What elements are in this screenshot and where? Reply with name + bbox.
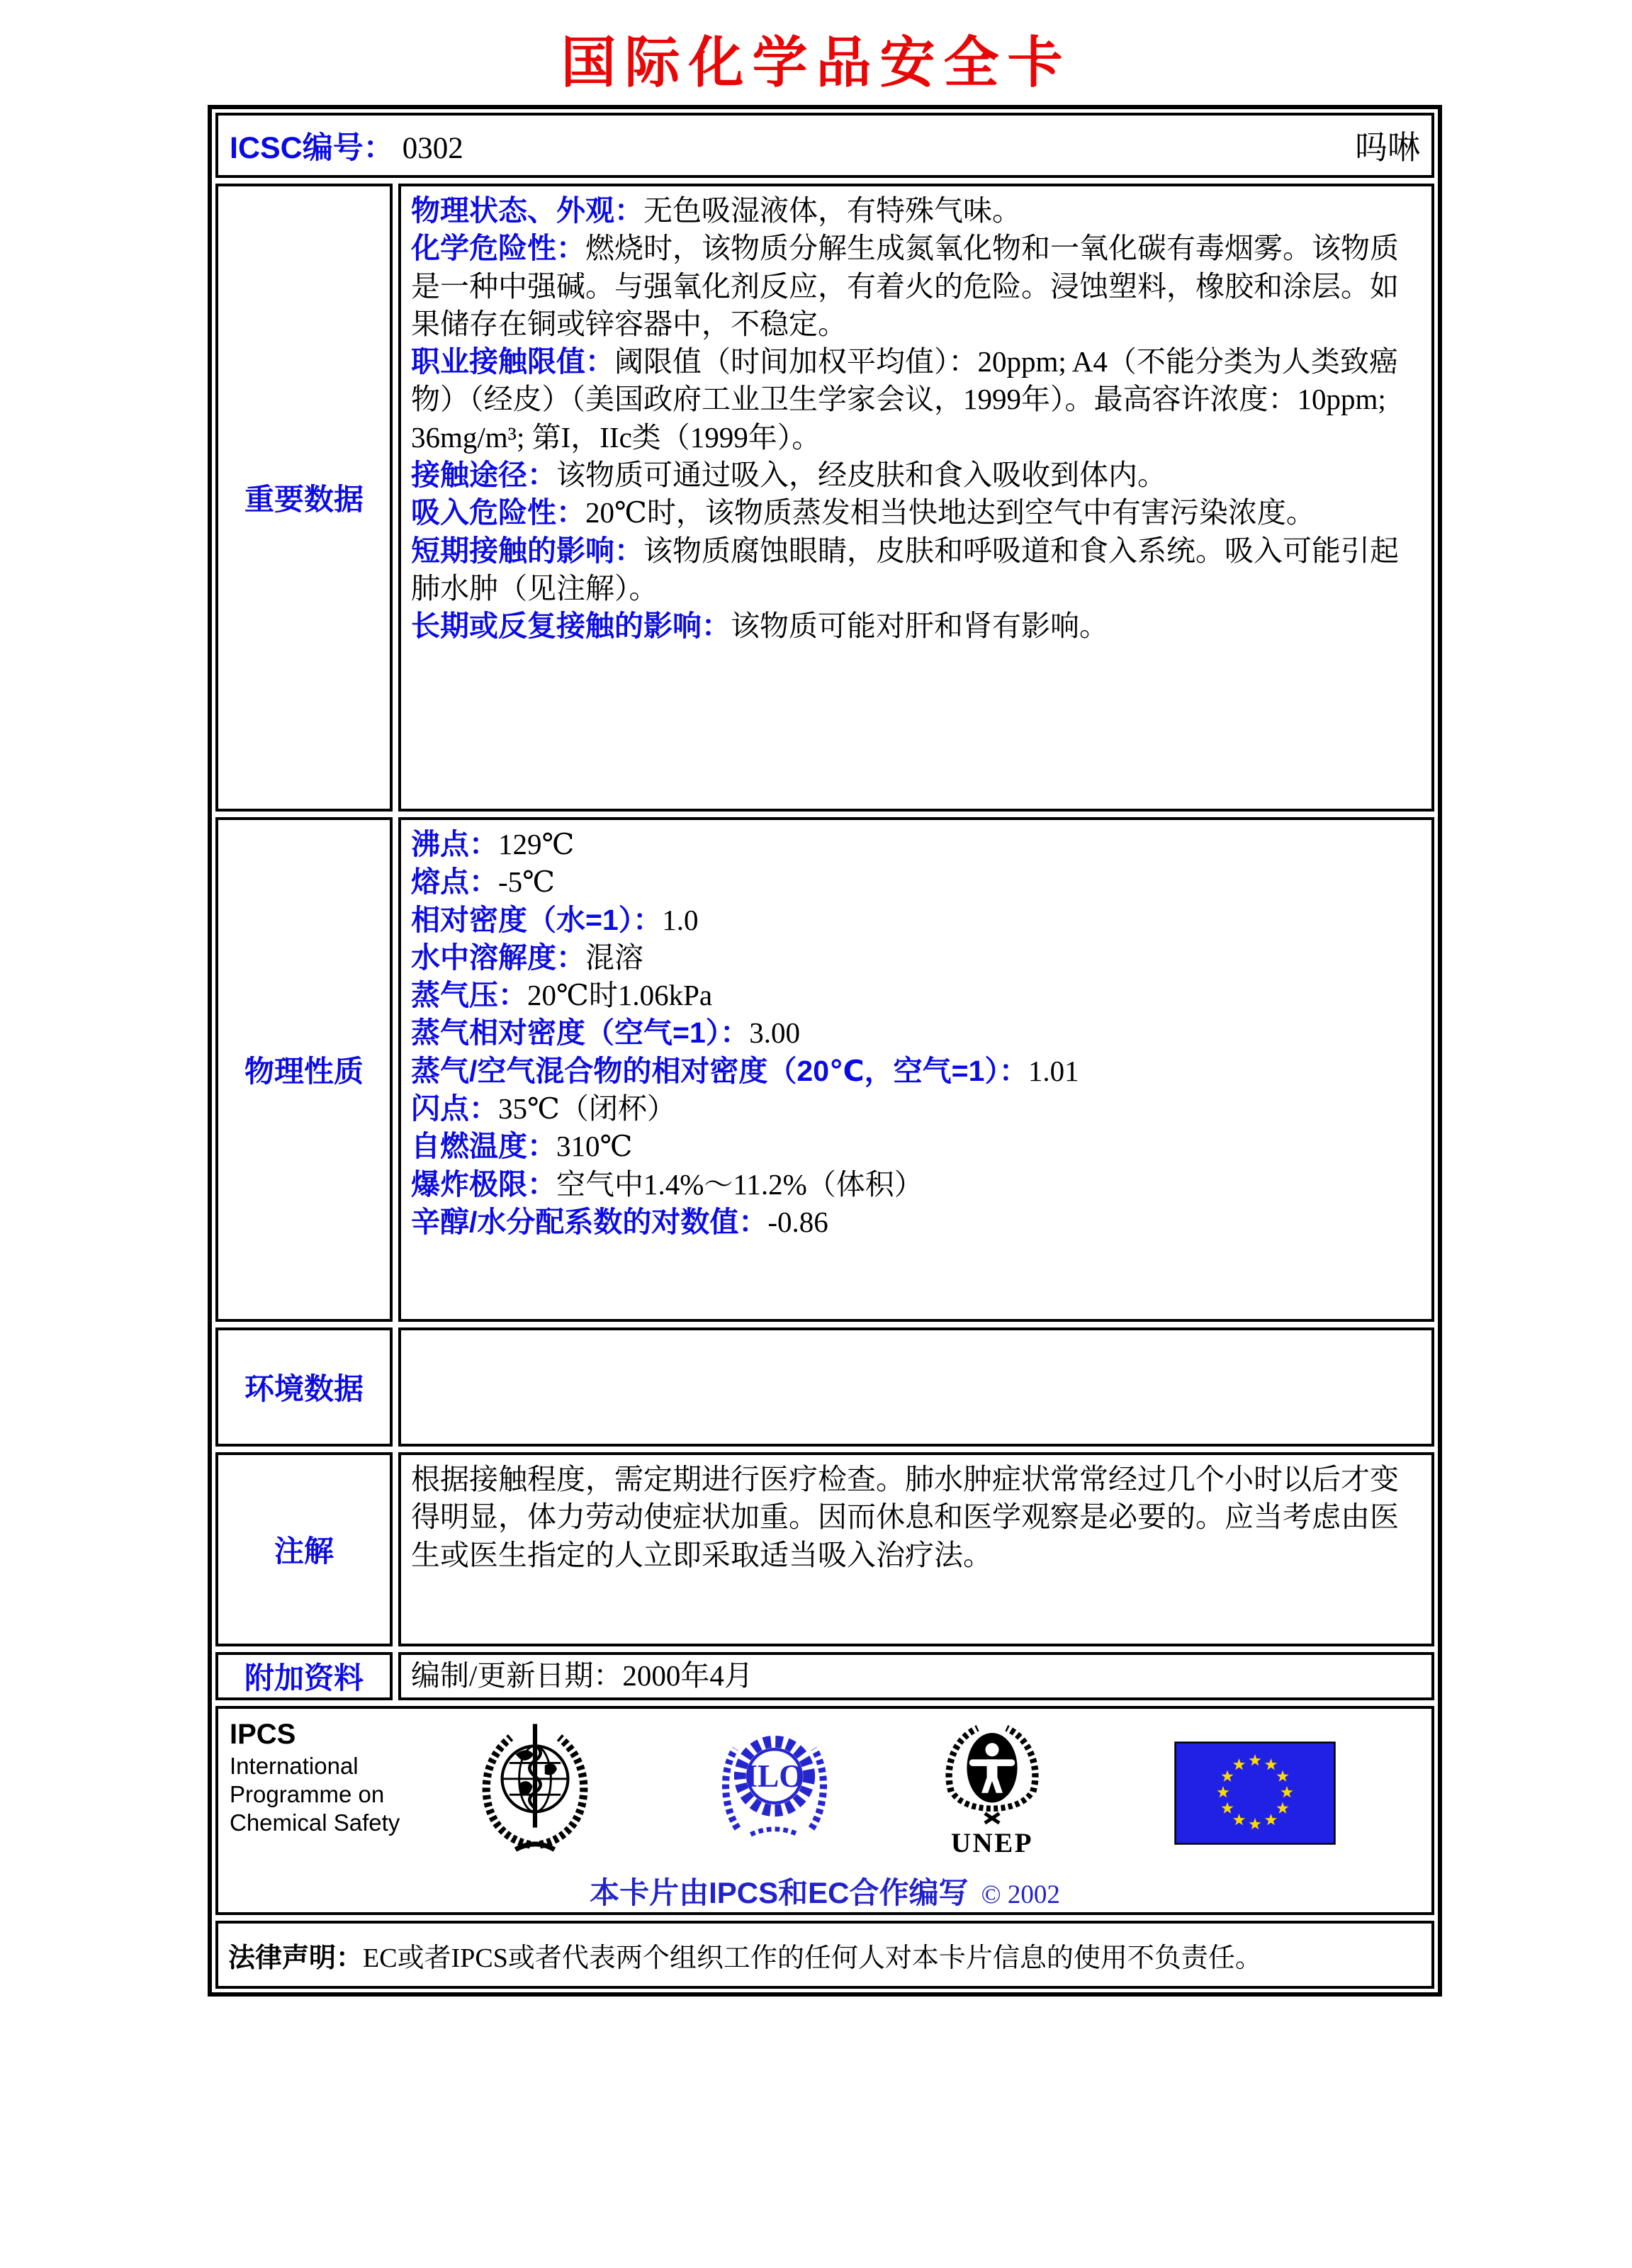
field-value: 3.00 (749, 1016, 800, 1050)
important-item (411, 192, 1422, 230)
field-label: 蒸气/空气混合物的相对密度（20℃，空气=1）： (411, 1054, 1028, 1087)
credit-line (218, 1870, 1431, 1912)
physical-item (411, 1203, 1422, 1241)
field-label: 蒸气相对密度（空气=1）： (411, 1016, 750, 1050)
field-value: 阈限值（时间加权平均值）：20ppm; A4（不能分类为人类致癌物）（经皮）（美国政府工业卫生学家会议，1999年）。最高容许浓度：10ppm; 36mg/m³; 第I，IIc类（1999年）。 (411, 345, 1398, 454)
field-label: 相对密度（水=1）： (411, 903, 663, 936)
notes-row (215, 1452, 1434, 1646)
ilo-icon (715, 1719, 834, 1844)
field-value: 无色吸湿液体，有特殊气味。 (643, 194, 1021, 227)
legal-cell (215, 1921, 1434, 1989)
field-label: 熔点： (411, 865, 498, 899)
ipcs-line: International (230, 1752, 359, 1779)
ipcs-line: Chemical Safety (230, 1809, 400, 1836)
field-label: 短期接触的影响： (411, 534, 643, 567)
important-data-label: 重要数据 (215, 184, 393, 812)
physical-item (411, 1090, 1422, 1128)
field-label: 职业接触限值： (411, 345, 614, 378)
physical-properties-label: 物理性质 (215, 817, 393, 1322)
physical-item (411, 977, 1422, 1014)
chemical-name: 吗啉 (1355, 130, 1420, 166)
environmental-data-label: 环境数据 (215, 1327, 393, 1447)
important-data-content (398, 184, 1434, 812)
notes-text: 根据接触程度，需定期进行医疗检查。肺水肿症状常常经过几个小时以后才变得明显，体力劳动使症状加重。因而休息和医学观察是必要的。应当考虑由医生或医生指定的人立即采取适当吸入治疗法。 (411, 1463, 1399, 1571)
ipcs-acronym: IPCS (230, 1719, 296, 1750)
field-value: 1.0 (662, 903, 699, 936)
field-label: 吸入危险性： (411, 496, 585, 529)
icsc-number-value: 0302 (402, 131, 463, 165)
field-label: 水中溶解度： (411, 941, 585, 974)
important-item (411, 230, 1422, 343)
physical-item (411, 1166, 1422, 1203)
field-value: -0.86 (767, 1205, 828, 1238)
logos-row (215, 1706, 1434, 1915)
who-icon (474, 1717, 596, 1860)
field-label: 接触途径： (411, 459, 556, 492)
ipcs-text-block (230, 1717, 417, 1838)
physical-item (411, 863, 1422, 901)
field-value: 该物质腐蚀眼睛，皮肤和呼吸道和食入系统。吸入可能引起肺水肿（见注解）。 (411, 534, 1399, 605)
important-item (411, 532, 1422, 608)
field-label: 物理状态、外观： (411, 194, 643, 227)
physical-item (411, 1128, 1422, 1165)
environmental-data-row (215, 1327, 1434, 1447)
field-value: 129℃ (498, 828, 575, 860)
field-value: 该物质可通过吸入，经皮肤和食入吸收到体内。 (556, 459, 1166, 492)
additional-info-content (398, 1652, 1434, 1700)
svg-text:ILO: ILO (745, 1758, 804, 1795)
field-label: 自燃温度： (411, 1130, 556, 1163)
important-item (411, 494, 1422, 532)
field-value: 20℃时1.06kPa (527, 979, 713, 1012)
field-value: -5℃ (498, 865, 556, 899)
physical-item (411, 1014, 1422, 1052)
field-value: 35℃（闭杯） (498, 1092, 676, 1125)
field-value: 空气中1.4%～11.2%（体积） (556, 1167, 923, 1201)
svg-text:UNEP: UNEP (950, 1827, 1034, 1858)
physical-item (411, 902, 1422, 939)
field-value: 燃烧时，该物质分解生成氮氧化物和一氧化碳有毒烟雾。该物质是一种中强碱。与强氧化剂反应，有着火的危险。浸蚀塑料，橡胶和涂层。如果储存在铜或锌容器中，不稳定。 (411, 232, 1399, 340)
update-date-text: 编制/更新日期：2000年4月 (411, 1659, 753, 1692)
physical-properties-row (215, 817, 1434, 1322)
logos-cell (215, 1706, 1434, 1915)
important-item (411, 607, 1422, 645)
field-label: 化学危险性： (411, 232, 585, 265)
field-value: 该物质可能对肝和肾有影响。 (731, 610, 1108, 643)
environmental-data-content (398, 1327, 1434, 1447)
copyright-text: © 2002 (981, 1880, 1060, 1909)
legal-label: 法律声明： (228, 1943, 364, 1973)
header-row (215, 113, 1434, 178)
ipcs-line: Programme on (230, 1781, 385, 1808)
physical-properties-content (398, 817, 1434, 1322)
field-value: 20℃时，该物质蒸发相当快地达到空气中有害污染浓度。 (585, 496, 1315, 529)
additional-info-row (215, 1652, 1434, 1700)
important-item (411, 456, 1422, 494)
physical-item (411, 1052, 1422, 1090)
logos-strip (218, 1709, 1431, 1863)
notes-content (398, 1452, 1434, 1646)
physical-item (411, 826, 1422, 863)
header-cell (215, 113, 1434, 178)
additional-info-label: 附加资料 (215, 1652, 393, 1700)
field-label: 辛醇/水分配系数的对数值： (411, 1205, 768, 1238)
icsc-page (0, 18, 1632, 2268)
page-title: 国际化学品安全卡 (561, 32, 1071, 94)
field-label: 蒸气压： (411, 979, 527, 1012)
field-label: 沸点： (411, 828, 498, 860)
field-value: 310℃ (556, 1130, 633, 1163)
unep-icon (932, 1717, 1052, 1863)
legal-row (215, 1921, 1434, 1989)
important-item (411, 343, 1422, 456)
icsc-number-label: ICSC编号： (230, 130, 394, 165)
eu-flag-icon (1174, 1741, 1336, 1848)
field-value: 1.01 (1028, 1054, 1079, 1087)
credit-text: 本卡片由IPCS和EC合作编写 (590, 1876, 969, 1909)
field-label: 闪点： (411, 1092, 498, 1125)
icsc-card (208, 105, 1442, 1997)
icsc-number-group (230, 124, 463, 167)
notes-label: 注解 (215, 1452, 393, 1646)
field-label: 爆炸极限： (411, 1167, 556, 1201)
legal-text: EC或者IPCS或者代表两个组织工作的任何人对本卡片信息的使用不负责任。 (363, 1943, 1262, 1973)
field-value: 混溶 (585, 941, 643, 974)
important-data-row (215, 184, 1434, 812)
physical-item (411, 939, 1422, 977)
field-label: 长期或反复接触的影响： (411, 610, 731, 643)
